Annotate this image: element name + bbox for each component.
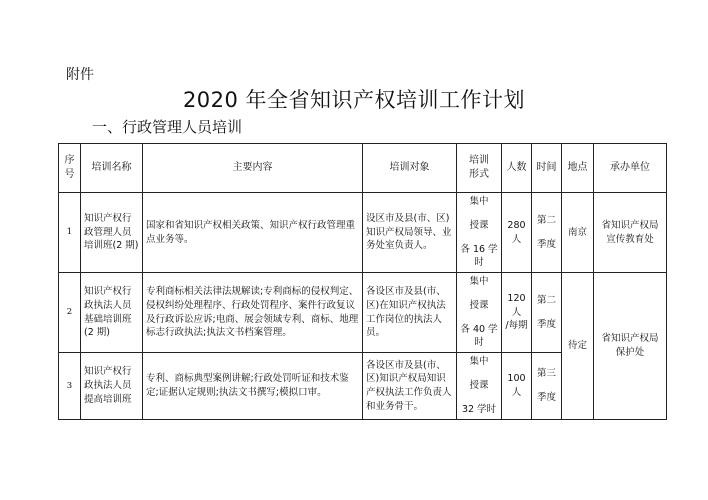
section-heading: 一、行政管理人员培训 [92,118,243,136]
col-form [457,144,502,193]
row1-name: 知识产权行政管理人员培训班(2 期) [81,193,143,273]
row2-form-b: 授课 [469,299,489,311]
col-time: 时间 [532,144,562,193]
row3-name: 知识产权行政执法人员提高培训班 [81,353,143,420]
col-form-line1: 培训 [469,154,489,166]
row3-time [532,353,562,420]
row1-count: 280 人 [502,193,532,273]
row2-form-a: 集中 [469,276,489,288]
row1-form-a: 集中 [469,196,489,207]
row1-content: 国家和省知识产权相关政策、知识产权行政管理重点业务等。 [143,193,363,273]
row1-organizer: 省知识产权局宣传教育处 [594,193,667,273]
col-form-line2: 形式 [469,169,489,180]
row2-form-c: 各 40 学时 [460,323,498,349]
row3-count: 100 人 [502,353,532,420]
row1-time-b: 季度 [536,238,556,250]
col-seq-line1: 序 [64,154,75,166]
row23-organizer: 省知识产权局保护处 [594,273,667,420]
attachment-label: 附件 [66,67,94,83]
training-plan-table [58,143,667,420]
row2-name: 知识产权行政执法人员基础培训班(2 期) [81,273,143,353]
row3-seq: 3 [59,353,81,420]
table-row [59,273,667,353]
row3-form [457,353,502,420]
row3-form-a: 集中 [469,356,489,368]
row1-seq: 1 [59,193,81,273]
row2-count-a: 120 人 [507,292,526,318]
row2-time-b: 季度 [536,318,556,330]
row3-time-a: 第三 [536,368,556,380]
row23-place: 待定 [562,273,594,420]
row3-form-c: 32 学时 [461,404,497,415]
row2-seq: 2 [59,273,81,353]
row1-time-a: 第二 [536,214,556,226]
row1-time [532,193,562,273]
row1-place: 南京 [562,193,594,273]
row1-form-c: 各 16 学时 [460,243,498,269]
col-count: 人数 [502,144,532,193]
row2-count [502,273,532,353]
col-name: 培训名称 [81,144,143,193]
row2-form [457,273,502,353]
row3-time-b: 季度 [536,392,556,404]
col-seq-line2: 号 [64,169,75,180]
row1-form-b: 授课 [469,219,489,231]
row2-count-b: /每期 [505,320,528,332]
row1-target: 设区市及县(市、区)知识产权局领导、业务处室负责人。 [363,193,457,273]
col-target: 培训对象 [363,144,457,193]
row2-content: 专利商标相关法律法规解读;专利商标的侵权判定、侵权纠纷处理程序、行政处罚程序、案件行政复议及行政诉讼应诉;电商、展会领域专利、商标、地理标志行政执法;执法文书档案管理。 [143,273,363,353]
row3-content: 专利、商标典型案例讲解;行政处罚听证和技术鉴定;证据认定规则;执法文书撰写;模拟口审。 [143,353,363,420]
table-row [59,193,667,273]
col-place: 地点 [562,144,594,193]
row2-target: 各设区市及县(市、区)在知识产权执法工作岗位的执法人员。 [363,273,457,353]
row2-time-a: 第二 [536,294,556,306]
table-header-row [59,144,667,193]
col-content: 主要内容 [143,144,363,193]
row3-target: 各设区市及县(市、区)知识产权局知识产权执法工作负责人和业务骨干。 [363,353,457,420]
page-title: 2020 年全省知识产权培训工作计划 [182,88,526,112]
row2-time [532,273,562,353]
row3-form-b: 授课 [469,380,489,392]
col-seq [59,144,81,193]
row1-form [457,193,502,273]
col-organizer: 承办单位 [594,144,667,193]
